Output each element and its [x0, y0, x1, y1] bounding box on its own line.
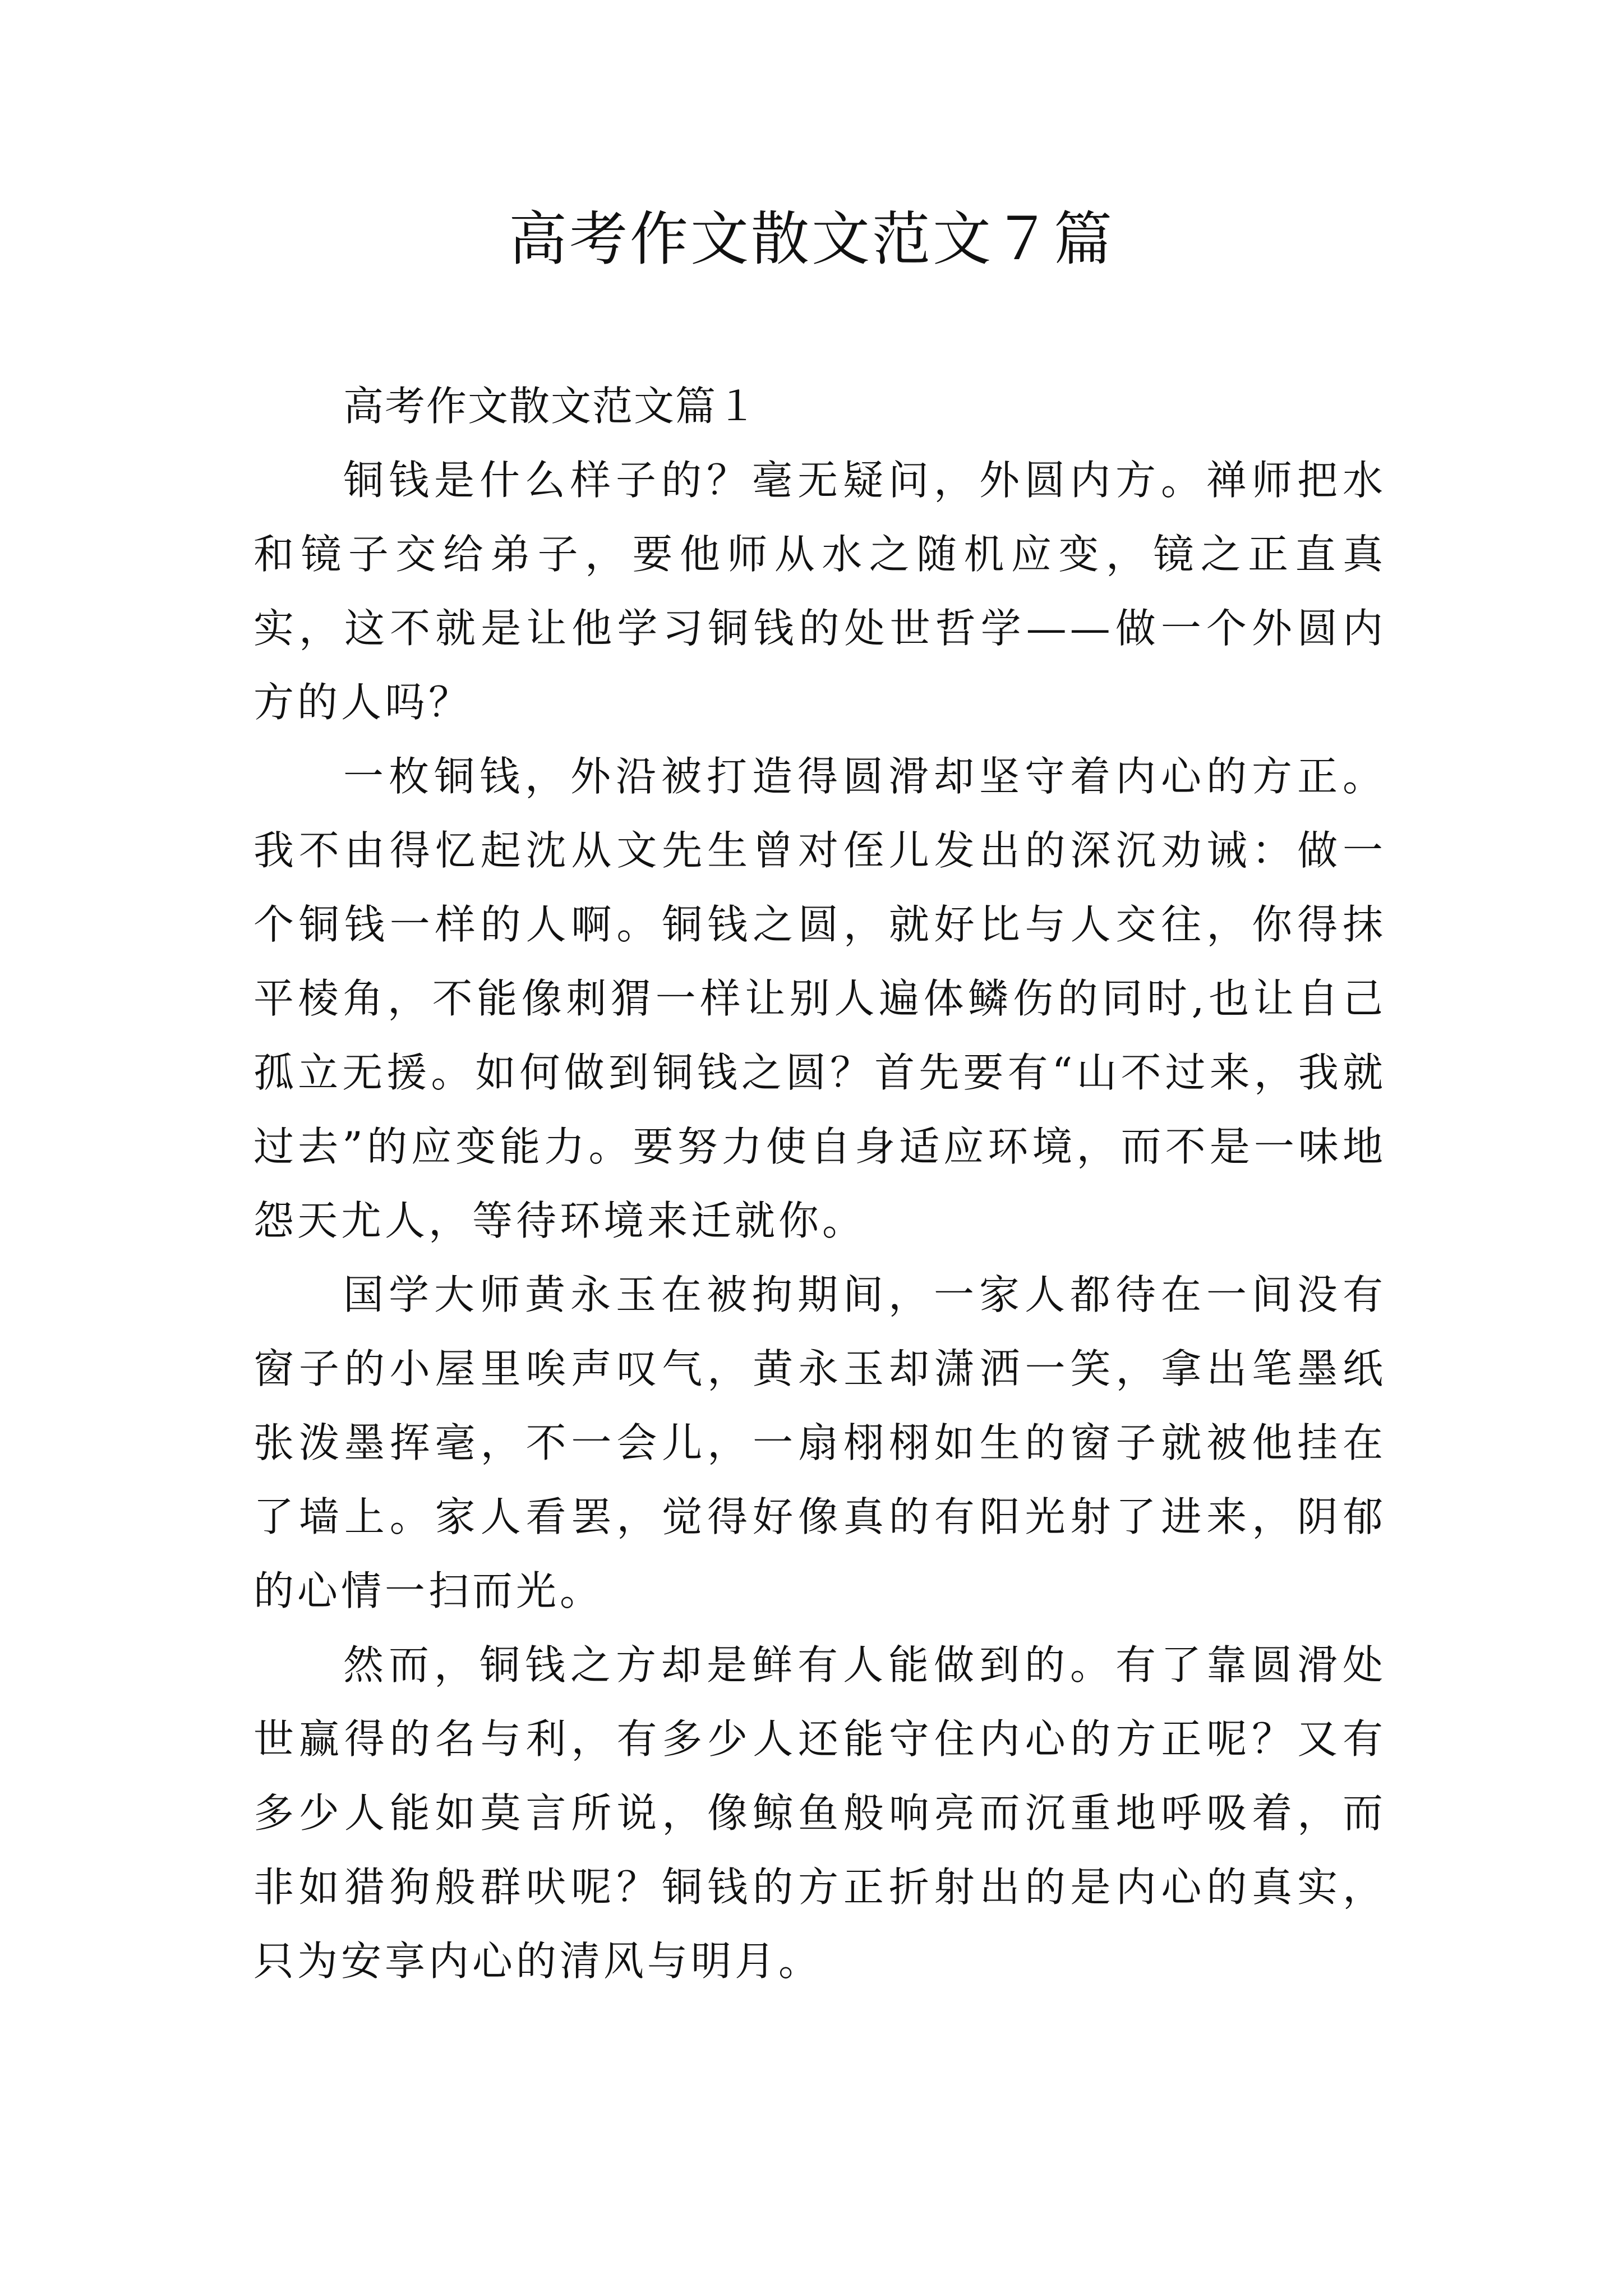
paragraph-1: 铜钱是什么样子的？毫无疑问，外圆内方。禅师把水和镜子交给弟子，要他师从水之随机应变，镜之正直真实，这不就是让他学习铜钱的处世哲学——做一个外圆内方的人吗？: [253, 457, 1386, 726]
paragraph-2: 一枚铜钱，外沿被打造得圆滑却坚守着内心的方正。我不由得忆起沈从文先生曾对侄儿发出的深沉劝诫：做一个铜钱一样的人啊。铜钱之圆，就好比与人交往，你得抹平棱角，不能像刺猬一样让别人遍体鳞伤的同时,也让自己孤立无援。如何做到铜钱之圆？首先要有“山不过来，我就过去”的应变能力。要努力使自身适应环境，而不是一味地怨天尤人，等待环境来迁就你。: [253, 753, 1386, 1244]
document-body: [253, 369, 1386, 1998]
section-heading: 高考作文散文范文篇１: [343, 383, 759, 430]
document-title: 高考作文散文范文７篇: [508, 205, 1114, 273]
paragraph-4: 然而，铜钱之方却是鲜有人能做到的。有了靠圆滑处世赢得的名与利，有多少人还能守住内心的方正呢？又有多少人能如莫言所说，像鲸鱼般响亮而沉重地呼吸着，而非如猎狗般群吠呢？铜钱的方正折射出的是内心的真实，只为安享内心的清风与明月。: [253, 1641, 1386, 1985]
paragraph-3: 国学大师黄永玉在被拘期间，一家人都待在一间没有窗子的小屋里唉声叹气，黄永玉却潇洒一笑，拿出笔墨纸张泼墨挥毫，不一会儿，一扇栩栩如生的窗子就被他挂在了墙上。家人看罢，觉得好像真的有阳光射了进来，阴郁的心情一扫而光。: [253, 1271, 1386, 1614]
